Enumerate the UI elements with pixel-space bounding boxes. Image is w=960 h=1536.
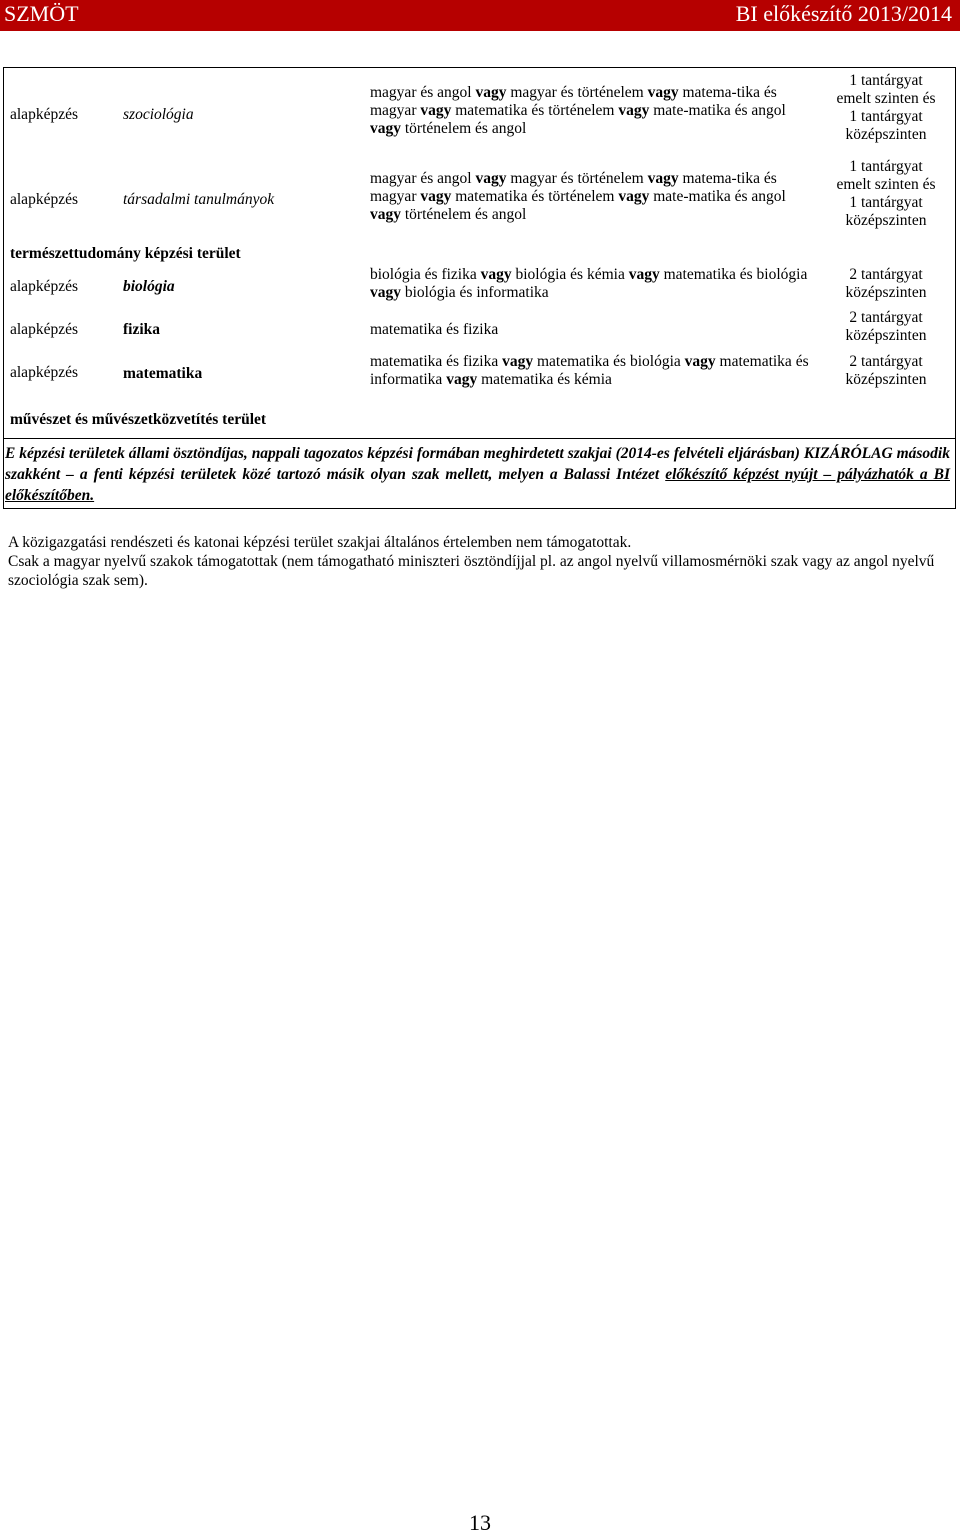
level-line: 2 tantárgyat: [849, 353, 923, 370]
subject-text: matematika és informatika: [370, 353, 809, 388]
level-line: középszinten: [845, 284, 927, 301]
subject-text: történelem és angol: [401, 206, 527, 223]
subject-text: matematika és biológia: [659, 266, 808, 283]
row-type: alapképzés: [10, 364, 78, 381]
row-type: alapképzés: [10, 321, 78, 338]
page-number: 13: [469, 1510, 491, 1535]
subject-text: biológia és informatika: [401, 284, 549, 301]
level-line: középszinten: [845, 327, 927, 344]
row-level: [817, 353, 955, 389]
level-line: emelt szinten és: [836, 176, 936, 193]
or-keyword: vagy: [502, 353, 534, 370]
notice-paragraph: [5, 443, 950, 506]
level-line: 1 tantárgyat: [849, 108, 923, 125]
or-keyword: vagy: [420, 102, 452, 119]
or-keyword: vagy: [446, 371, 478, 388]
row-type: alapképzés: [10, 278, 78, 295]
subject-text: biológia és fizika: [370, 266, 481, 283]
paragraph-2: Csak a magyar nyelvű szakok támogatottak (nem támogatható miniszteri ösztöndíjjal pl. az angol nyelvű villamosmérnöki szak vagy az angol nyelvű szociológia szak sem).: [8, 553, 935, 589]
subject-text: matematika és történelem: [451, 188, 619, 205]
table-divider: [3, 438, 956, 439]
subject-text: matematika és fizika: [370, 321, 499, 338]
level-line: középszinten: [845, 212, 927, 229]
level-line: 1 tantárgyat: [849, 72, 923, 89]
subject-text: magyar és angol: [370, 170, 476, 187]
level-line: emelt szinten és: [836, 90, 936, 107]
or-keyword: vagy: [420, 188, 452, 205]
subject-text: magyar és történelem: [506, 84, 648, 101]
row-name: szociológia: [123, 106, 194, 123]
row-type: alapképzés: [10, 191, 78, 208]
notice-underlined-text: előkészítő képzést nyújt – pályázhatók a BI előkészítőben.: [5, 466, 950, 504]
or-keyword: vagy: [475, 84, 507, 101]
row-level: [817, 72, 955, 144]
paragraph-1: A közigazgatási rendészeti és katonai képzési terület szakjai általános értelemben nem támogatottak.: [8, 534, 632, 551]
level-line: középszinten: [845, 126, 927, 143]
row-subjects: [370, 170, 814, 224]
subject-text: történelem és angol: [401, 120, 527, 137]
subject-text: mate-matika és angol: [649, 188, 786, 205]
level-line: középszinten: [845, 371, 927, 388]
or-keyword: vagy: [618, 102, 650, 119]
subject-text: matematika és biológia: [533, 353, 685, 370]
or-keyword: vagy: [618, 188, 650, 205]
row-subjects: [370, 321, 814, 339]
row-name: társadalmi tanulmányok: [123, 191, 275, 208]
row-name: fizika: [123, 321, 161, 338]
row-subjects: [370, 266, 814, 302]
row-name: matematika: [123, 365, 203, 382]
or-keyword: vagy: [647, 84, 679, 101]
or-keyword: vagy: [370, 120, 401, 137]
section-heading: természettudomány képzési terület: [10, 245, 241, 262]
notice-text: E képzési területek állami ösztöndíjas, nappali tagozatos képzési formában meghirdetett szakjai (2014-es felvételi eljárásban) KIZÁRÓLAG második szakként – a fenti képzési területek közé tartozó másik olyan szak mellett, melyen a Balassi Intézet: [5, 445, 950, 483]
level-line: 1 tantárgyat: [849, 158, 923, 175]
page-header: [0, 0, 960, 31]
level-line: 1 tantárgyat: [849, 194, 923, 211]
footnote-paragraphs: [8, 533, 948, 590]
row-level: [817, 158, 955, 230]
or-keyword: vagy: [628, 266, 660, 283]
level-line: 2 tantárgyat: [849, 309, 923, 326]
row-level: [817, 309, 955, 345]
subject-text: magyar és történelem: [506, 170, 648, 187]
or-keyword: vagy: [475, 170, 507, 187]
row-name: biológia: [123, 278, 175, 295]
header-right-title: BI előkészítő 2013/2014: [735, 1, 952, 26]
header-left-title: SZMÖT: [4, 1, 79, 26]
or-keyword: vagy: [647, 170, 679, 187]
section-heading: művészet és művészetközvetítés terület: [10, 411, 267, 428]
row-level: [817, 266, 955, 302]
or-keyword: vagy: [684, 353, 716, 370]
row-subjects: [370, 84, 814, 138]
subject-text: matematika és történelem: [451, 102, 619, 119]
row-subjects: [370, 353, 814, 389]
subject-text: biológia és kémia: [511, 266, 629, 283]
subject-text: matema-tika és magyar: [370, 170, 777, 205]
or-keyword: vagy: [370, 206, 401, 223]
or-keyword: vagy: [480, 266, 512, 283]
or-keyword: vagy: [370, 284, 401, 301]
subject-text: matema-tika és magyar: [370, 84, 777, 119]
subject-text: magyar és angol: [370, 84, 476, 101]
subject-text: matematika és fizika: [370, 353, 503, 370]
level-line: 2 tantárgyat: [849, 266, 923, 283]
subject-text: mate-matika és angol: [649, 102, 786, 119]
row-type: alapképzés: [10, 106, 78, 123]
subject-text: matematika és kémia: [477, 371, 612, 388]
